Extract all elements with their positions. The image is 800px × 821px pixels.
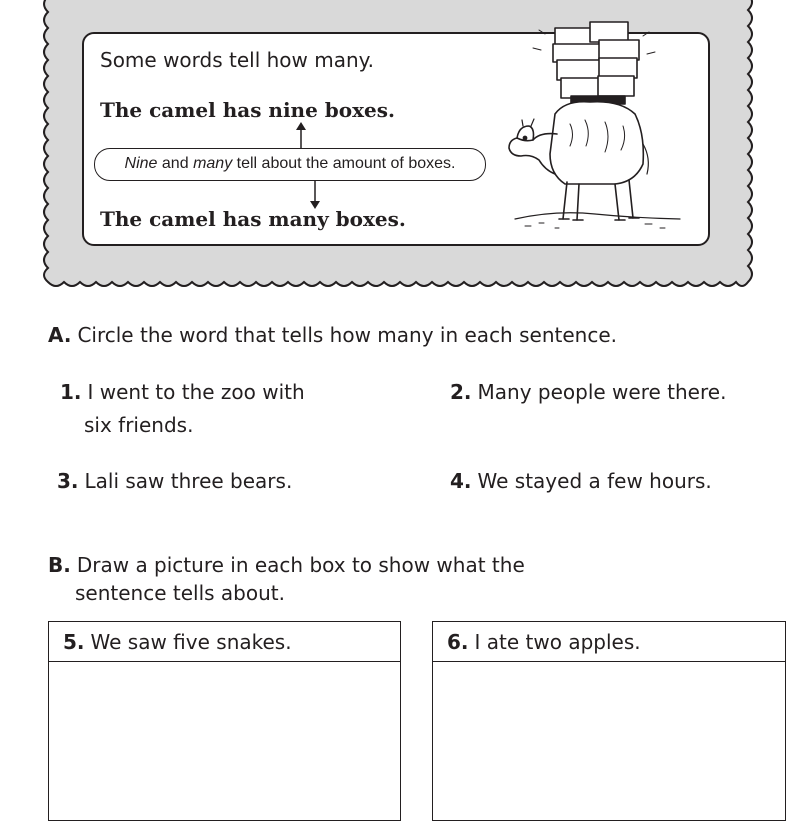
item-2-text: Many people were there.: [477, 380, 727, 404]
exercise-item-2: [450, 376, 726, 409]
example-sentence-nine: The camel has nine boxes.: [100, 98, 395, 122]
box-6-sentence: I ate two apples.: [474, 630, 641, 654]
section-a-text: Circle the word that tells how many in each sentence.: [77, 323, 617, 347]
explanation-note: [94, 148, 486, 181]
box-6-number: 6.: [447, 630, 469, 654]
item-3-text: Lali saw three bears.: [84, 469, 293, 493]
section-b-letter: B.: [48, 553, 71, 577]
item-4-text: We stayed a few hours.: [477, 469, 712, 493]
item-2-number: 2.: [450, 380, 472, 404]
exercise-item-4: [450, 465, 712, 498]
drawing-box-6[interactable]: [432, 621, 786, 821]
section-b-text-line2: sentence tells about.: [75, 581, 285, 605]
note-word-many: many: [193, 155, 233, 172]
item-1-number: 1.: [60, 380, 82, 404]
section-b-instruction: [48, 551, 608, 607]
item-1-text-continued: six friends.: [84, 413, 194, 437]
camel-illustration: [495, 14, 695, 249]
item-3-number: 3.: [57, 469, 79, 493]
box-5-sentence: We saw five snakes.: [90, 630, 292, 654]
exercise-item-1: [60, 376, 360, 442]
arrow-down-icon: [308, 180, 322, 210]
item-4-number: 4.: [450, 469, 472, 493]
item-1-text: I went to the zoo with: [87, 380, 305, 404]
arrow-up-icon: [294, 122, 308, 150]
note-rest: tell about the amount of boxes.: [236, 155, 456, 172]
drawing-box-5-header: [49, 622, 400, 662]
example-sentence-many: The camel has many boxes.: [100, 207, 406, 231]
section-a-instruction: [48, 321, 617, 349]
note-and: and: [161, 155, 189, 172]
section-a-letter: A.: [48, 323, 72, 347]
note-word-nine: Nine: [124, 155, 158, 172]
drawing-box-5[interactable]: [48, 621, 401, 821]
rule-intro: Some words tell how many.: [100, 48, 375, 72]
exercise-item-3: [57, 465, 292, 498]
drawing-box-6-header: [433, 622, 785, 662]
box-5-number: 5.: [63, 630, 85, 654]
section-b-text-line1: Draw a picture in each box to show what the: [76, 553, 525, 577]
